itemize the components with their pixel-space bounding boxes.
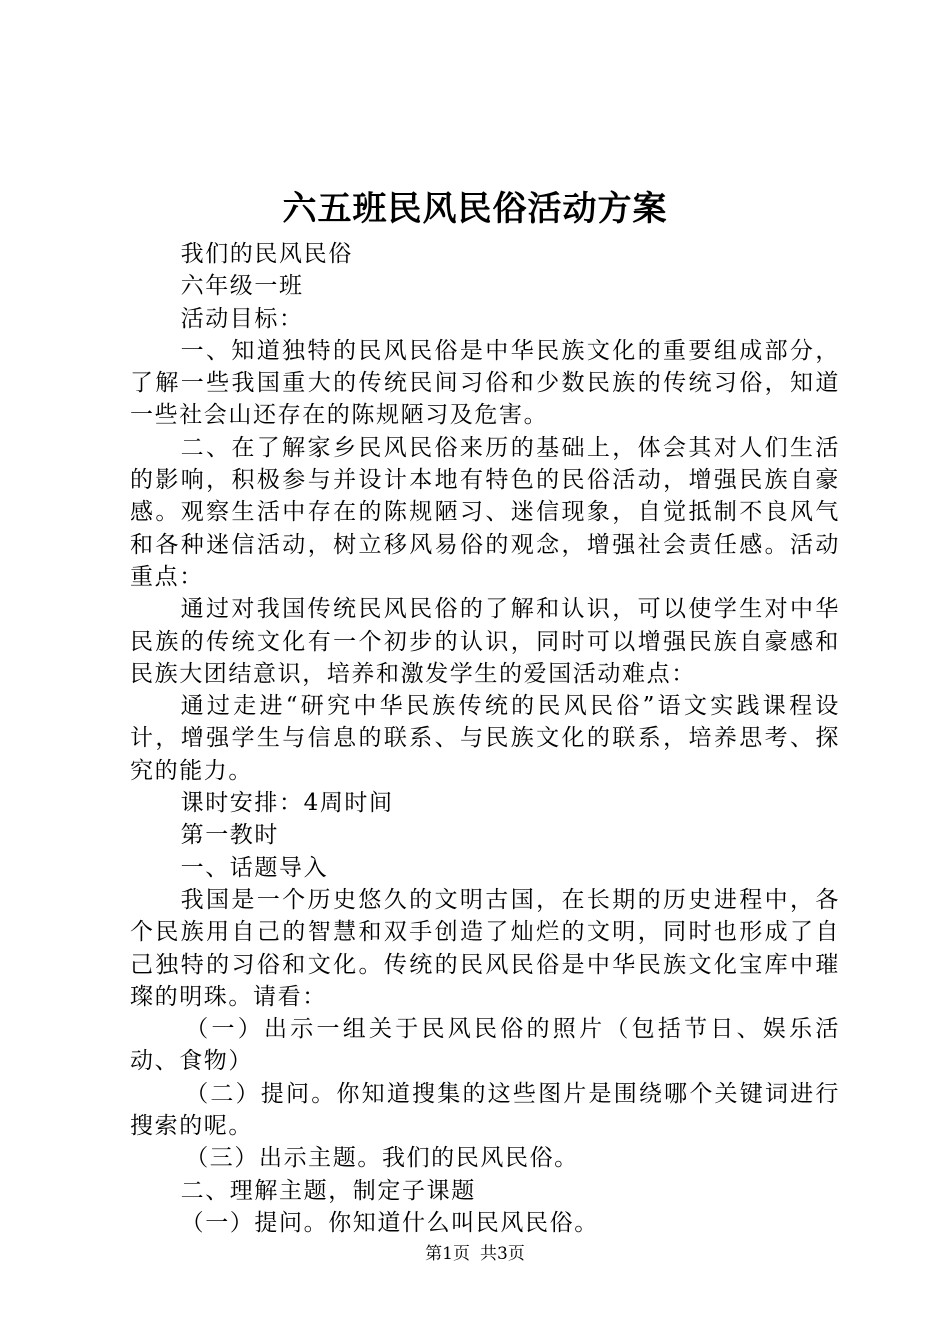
paragraph-topic-intro: 我国是一个历史悠久的文明古国，在长期的历史进程中，各个民族用自己的智慧和双手创造了灿烂的文明，同时也形成了自己独特的习俗和文化。传统的民风民俗是中华民族文化宝库中璀璨的明珠。请看： [130,886,840,1010]
paragraph-step-three: （三）出示主题。我们的民风民俗。 [185,1145,579,1172]
paragraph-class: 六年级一班 [180,273,304,300]
paragraph-schedule: 课时安排：4周时间 [180,790,394,817]
paragraph-step-two: （二）提问。你知道搜集的这些图片是围绕哪个关键词进行搜索的呢。 [130,1080,840,1140]
document-body [130,238,840,1239]
paragraph-step-one: （一）出示一组关于民风民俗的照片（包括节日、娱乐活动、食物） [130,1016,840,1075]
paragraph-focus: 通过对我国传统民风民俗的了解和认识，可以使学生对中华民族的传统文化有一个初步的认识，同时可以增强民族自豪感和民族大团结意识，培养和激发学生的爱国活动难点： [130,596,840,687]
page-number: 第1页 [425,1244,470,1264]
paragraph-topic-intro-heading: 一、话题导入 [180,854,329,881]
page-total: 共3页 [480,1244,525,1264]
paragraph-goal-two: 二、在了解家乡民风民俗来历的基础上，体会其对人们生活的影响，积极参与并设计本地有特色的民俗活动，增强民族自豪感。观察生活中存在的陈规陋习、迷信现象，自觉抵制不良风气和各种迷信活动，树立移风易俗的观念，增强社会责任感。活动重点： [130,434,840,590]
paragraph-goals-heading: 活动目标： [180,305,304,332]
paragraph-goal-one: 一、知道独特的民风民俗是中华民族文化的重要组成部分，了解一些我国重大的传统民间习俗和少数民族的传统习俗，知道一些社会山还存在的陈规陋习及危害。 [130,337,840,429]
paragraph-section-two-heading: 二、理解主题，制定子课题 [180,1177,476,1204]
paragraph-difficulty: 通过走进“研究中华民族传统的民风民俗”语文实践课程设计，增强学生与信息的联系、与民族文化的联系，培养思考、探究的能力。 [130,693,840,784]
paragraph-section-two-step-one: （一）提问。你知道什么叫民风民俗。 [180,1209,599,1236]
document-title: 六五班民风民俗活动方案 [282,189,668,229]
paragraph-lesson-one: 第一教时 [180,822,279,849]
page-footer [0,1242,950,1266]
paragraph-theme: 我们的民风民俗 [180,241,353,267]
